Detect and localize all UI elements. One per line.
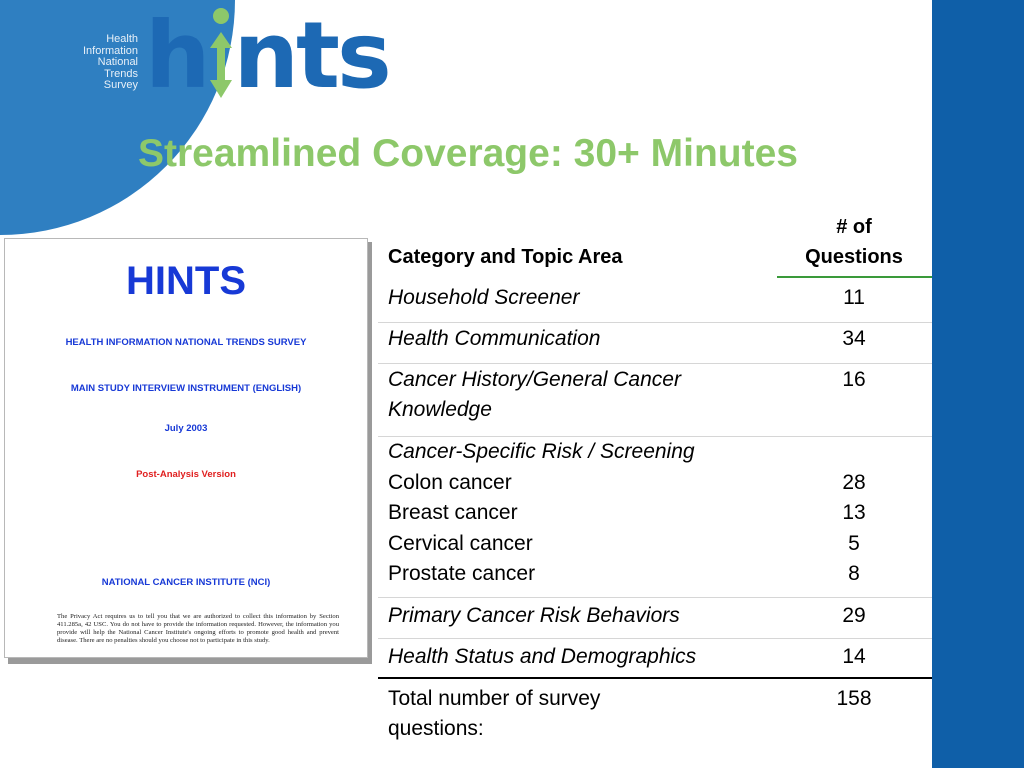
subrow-label: Cervical cancer xyxy=(388,532,533,555)
document-date: July 2003 xyxy=(164,423,208,434)
row-separator xyxy=(378,638,932,639)
row-separator xyxy=(378,597,932,598)
row-category xyxy=(388,324,778,354)
total-label: Total number of survey questions: xyxy=(388,687,601,740)
row-category-label: Health Communication xyxy=(388,327,601,350)
row-category-label: Cancer-Specific Risk / Screening xyxy=(388,440,695,463)
arrow-i-icon xyxy=(208,0,234,96)
row-count: 11 xyxy=(843,286,865,309)
subrow-count: 13 xyxy=(842,501,866,524)
document-version: Post-Analysis Version xyxy=(136,469,236,480)
logo-letter-h: h xyxy=(145,2,208,109)
header-questions-line2: Questions xyxy=(805,246,903,268)
row-category xyxy=(388,365,778,425)
row-category xyxy=(388,642,778,672)
subrow-count: 5 xyxy=(848,532,860,555)
logo-subtitle-line: Survey xyxy=(103,79,138,91)
logo-subtitle-line: Health xyxy=(106,33,138,45)
document-line-instrument: MAIN STUDY INTERVIEW INSTRUMENT (ENGLISH) xyxy=(70,383,302,394)
row-category-label: Health Status and Demographics xyxy=(388,645,697,668)
row-category xyxy=(388,601,778,631)
header-questions xyxy=(778,212,930,272)
row-count: 16 xyxy=(842,368,866,391)
row-category-label: Cancer History/General Cancer Knowledge xyxy=(388,368,681,421)
row-category xyxy=(388,437,778,467)
document-line-survey: HEALTH INFORMATION NATIONAL TRENDS SURVEY xyxy=(65,337,307,348)
row-category-label: Household Screener xyxy=(388,286,580,309)
right-blue-band xyxy=(932,0,1024,768)
header-questions-line1: # of xyxy=(836,216,872,238)
logo-subtitle-line: Information xyxy=(82,44,138,57)
total-divider xyxy=(378,677,932,679)
row-category-label: Primary Cancer Risk Behaviors xyxy=(388,604,680,627)
arrow-i-svg xyxy=(208,2,234,102)
row-count: 14 xyxy=(842,645,866,668)
subrow-label: Colon cancer xyxy=(388,471,512,494)
document-title: HINTS xyxy=(126,259,246,303)
row-separator xyxy=(378,322,932,323)
hints-logo xyxy=(145,0,389,116)
row-separator xyxy=(378,363,932,364)
document-institute: NATIONAL CANCER INSTITUTE (NCI) xyxy=(101,577,271,588)
document-privacy-text: The Privacy Act requires us to tell you that we are authorized to collect this information by Section 411.285a, 42 USC. You do not have to provide the information requested. However, the information you provide will help the National Cancer Institute's ongoing efforts to promote good health and prevent disease. There are no penalties should you choose not to participate in this study. xyxy=(57,613,339,644)
total-count: 158 xyxy=(836,687,872,710)
subrow-label: Prostate cancer xyxy=(388,562,536,585)
header-underline xyxy=(777,276,932,278)
logo-subtitle-line: National xyxy=(97,56,138,68)
row-count: 34 xyxy=(842,327,866,350)
row-category xyxy=(388,283,778,313)
subrow-label: Breast cancer xyxy=(388,501,518,524)
document-thumbnail xyxy=(4,238,368,658)
logo-subtitle-line: Trends xyxy=(104,67,138,80)
logo-letters-nts: nts xyxy=(233,2,389,109)
page-title: Streamlined Coverage: 30+ Minutes xyxy=(138,132,798,175)
header-category: Category and Topic Area xyxy=(388,246,623,268)
subrow-count: 28 xyxy=(842,471,866,494)
row-count: 29 xyxy=(842,604,866,627)
subrow-count: 8 xyxy=(848,562,860,585)
logo-subtitle xyxy=(62,34,138,92)
